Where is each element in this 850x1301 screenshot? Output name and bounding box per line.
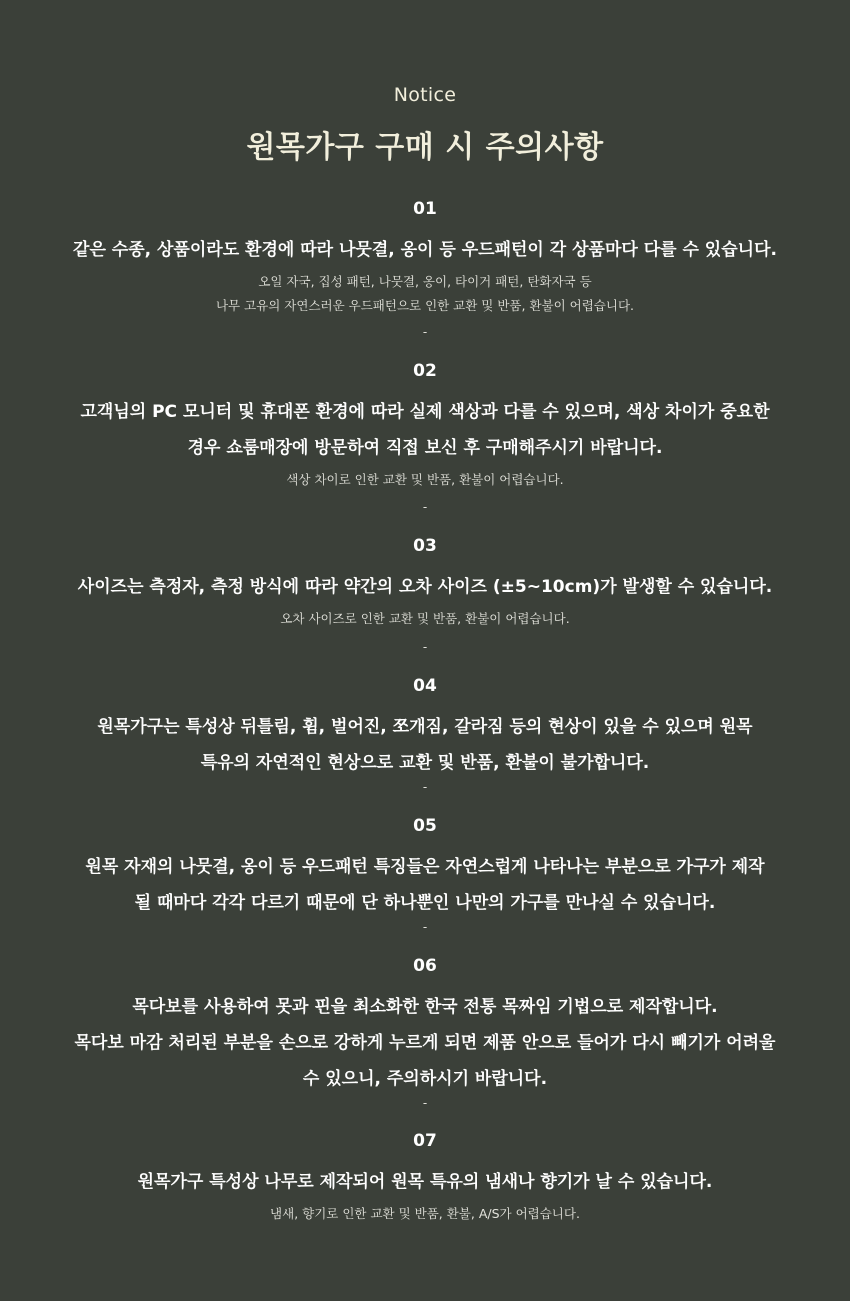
main-text-line: 원목 자재의 나뭇결, 옹이 등 우드패턴 특징들은 자연스럽게 나타나는 부분으로 가구가 제작 (85, 857, 765, 877)
main-text-line: 고객님의 PC 모니터 및 휴대폰 환경에 따라 실제 색상과 다를 수 있으며, 색상 차이가 중요한 (80, 402, 770, 422)
section-sub-text (0, 468, 850, 492)
page-title: 원목가구 구매 시 주의사항 (246, 130, 604, 165)
notice-section-02 (0, 361, 850, 492)
section-main-text (0, 709, 850, 781)
sub-text-line: 오차 사이즈로 인한 교환 및 반품, 환불이 어렵습니다. (280, 611, 570, 626)
section-number: 04 (413, 676, 437, 696)
section-sub-text (0, 607, 850, 631)
section-number: 07 (413, 1131, 437, 1151)
notice-section-04 (0, 676, 850, 781)
main-text-line: 원목가구는 특성상 뒤틀림, 휨, 벌어진, 쪼개짐, 갈라짐 등의 현상이 있을 수 있으며 원목 (97, 717, 753, 737)
section-divider: - (422, 1096, 428, 1110)
section-main-text (0, 1164, 850, 1200)
sub-text-line: 오일 자국, 집성 패턴, 나뭇결, 옹이, 타이거 패턴, 탄화자국 등 (258, 274, 592, 289)
sub-text-line: 색상 차이로 인한 교환 및 반품, 환불이 어렵습니다. (286, 472, 564, 487)
section-divider: - (422, 780, 428, 794)
section-divider: - (422, 640, 428, 654)
main-text-line: 목다보를 사용하여 못과 핀을 최소화한 한국 전통 목짜임 기법으로 제작합니다. (132, 997, 718, 1017)
notice-section-05 (0, 816, 850, 921)
section-main-text (0, 394, 850, 466)
main-text-line: 목다보 마감 처리된 부분을 손으로 강하게 누르게 되면 제품 안으로 들어가 다시 빼기가 어려울 (74, 1033, 776, 1053)
section-number: 02 (413, 361, 437, 381)
main-text-line: 특유의 자연적인 현상으로 교환 및 반품, 환불이 불가합니다. (200, 753, 650, 773)
notice-section-06 (0, 956, 850, 1097)
section-sub-text (0, 270, 850, 318)
sub-text-line: 냄새, 향기로 인한 교환 및 반품, 환불, A/S가 어렵습니다. (270, 1206, 580, 1221)
notice-section-07 (0, 1131, 850, 1226)
notice-section-03 (0, 536, 850, 631)
notice-label: Notice (393, 84, 457, 106)
section-main-text (0, 569, 850, 605)
section-main-text (0, 849, 850, 921)
main-text-line: 수 있으니, 주의하시기 바랍니다. (302, 1069, 548, 1089)
main-text-line: 될 때마다 각각 다르기 때문에 단 하나뿐인 나만의 가구를 만나실 수 있습니다. (134, 893, 716, 913)
section-divider: - (422, 325, 428, 339)
main-text-line: 같은 수종, 상품이라도 환경에 따라 나뭇결, 옹이 등 우드패턴이 각 상품마다 다를 수 있습니다. (73, 240, 777, 260)
notice-section-01 (0, 199, 850, 318)
section-main-text (0, 232, 850, 268)
section-number: 05 (413, 816, 437, 836)
section-number: 06 (413, 956, 437, 976)
section-divider: - (422, 920, 428, 934)
main-text-line: 원목가구 특성상 나무로 제작되어 원목 특유의 냄새나 향기가 날 수 있습니다. (137, 1172, 713, 1192)
sub-text-line: 나무 고유의 자연스러운 우드패턴으로 인한 교환 및 반품, 환불이 어렵습니다. (215, 298, 635, 313)
main-text-line: 경우 쇼룸매장에 방문하여 직접 보신 후 구매해주시기 바랍니다. (187, 438, 663, 458)
section-divider: - (422, 500, 428, 514)
section-number: 01 (413, 199, 437, 219)
section-number: 03 (413, 536, 437, 556)
main-text-line: 사이즈는 측정자, 측정 방식에 따라 약간의 오차 사이즈 (±5~10cm)가 발생할 수 있습니다. (77, 577, 773, 597)
section-main-text (0, 989, 850, 1097)
section-sub-text (0, 1202, 850, 1226)
